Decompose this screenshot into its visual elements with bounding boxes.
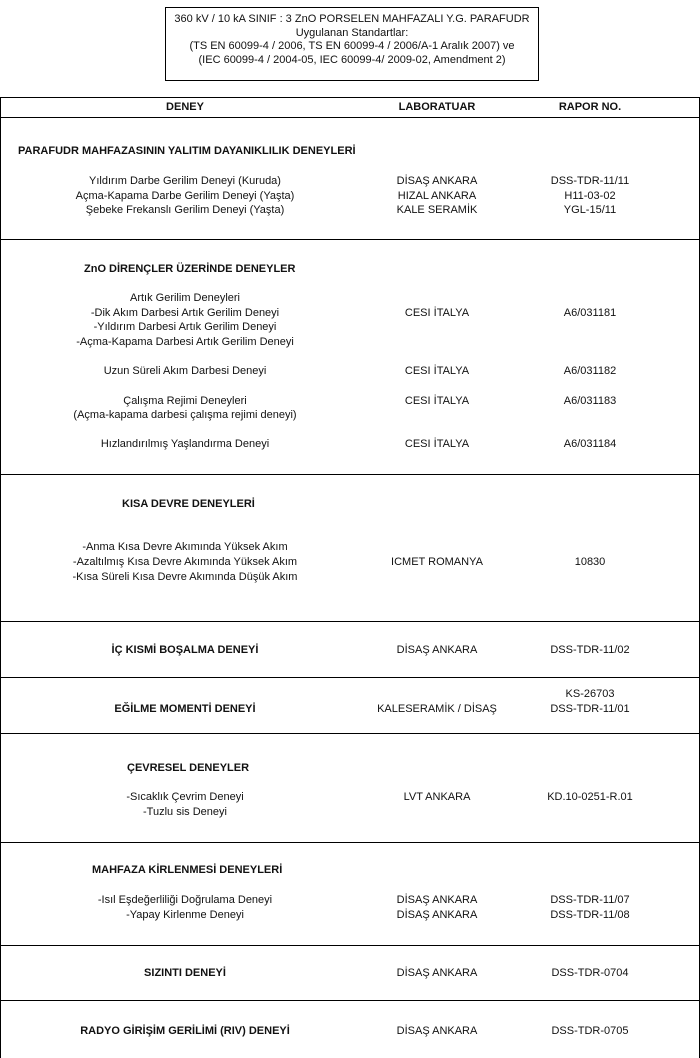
report-no: YGL-15/11 [563, 204, 617, 216]
title-line: (IEC 60099-4 / 2004-05, IEC 60099-4/ 2009-02, Amendment 2) [198, 53, 506, 66]
test-name: Uzun Süreli Akım Darbesi Deneyi [103, 365, 267, 377]
lab-name: CESI İTALYA [404, 307, 470, 319]
lab-name: LVT ANKARA [403, 791, 471, 803]
title-line: (TS EN 60099-4 / 2006, TS EN 60099-4 / 2006/A-1 Aralık 2007) ve [189, 40, 515, 52]
row-divider [0, 677, 700, 678]
test-name: -Azaltılmış Kısa Devre Akımında Yüksek Akım [72, 556, 298, 568]
test-name: Yıldırım Darbe Gerilim Deneyi (Kuruda) [89, 175, 281, 187]
title-line: Uygulanan Standartlar: [295, 26, 409, 39]
row-divider [0, 1000, 700, 1001]
test-name: -Sıcaklık Çevrim Deneyi [126, 791, 244, 803]
test-name: -Tuzlu sis Deneyi [143, 806, 227, 818]
report-no: 10830 [574, 556, 606, 568]
title-line: 360 kV / 10 kA SINIF : 3 ZnO PORSELEN MAHFAZALI Y.G. PARAFUDR [174, 13, 530, 25]
header-test: DENEY [166, 101, 204, 113]
header-report: RAPOR NO. [558, 101, 622, 113]
section-title: İÇ KISMİ BOŞALMA DENEYİ [111, 644, 259, 656]
report-no: H11-03-02 [564, 189, 616, 202]
lab-name: ICMET ROMANYA [391, 556, 483, 568]
test-name: -Isıl Eşdeğerliliği Doğrulama Deneyi [97, 894, 273, 906]
header-lab: LABORATUAR [398, 101, 476, 113]
lab-name: CESI İTALYA [404, 395, 470, 407]
lab-name: DİSAŞ ANKARA [396, 644, 478, 656]
report-no: DSS-TDR-0704 [551, 967, 629, 979]
report-no: KS-26703 [565, 688, 615, 700]
section-title: KISA DEVRE DENEYLERİ [122, 498, 255, 510]
lab-name: CESI İTALYA [404, 365, 470, 377]
table-border-left [0, 97, 1, 1058]
report-no: KD.10-0251-R.01 [547, 791, 633, 803]
report-no: DSS-TDR-11/07 [550, 894, 630, 906]
row-divider [0, 945, 700, 946]
report-no: DSS-TDR-11/11 [550, 175, 630, 187]
report-no: DSS-TDR-11/02 [550, 644, 630, 656]
test-name: Çalışma Rejimi Deneyleri [123, 395, 247, 407]
test-name: Artık Gerilim Deneyleri [129, 292, 241, 304]
report-no: A6/031184 [563, 438, 617, 450]
section-title: RADYO GİRİŞİM GERİLİMİ (RIV) DENEYİ [80, 1025, 290, 1037]
section-title: SIZINTI DENEYİ [144, 967, 226, 979]
lab-name: DİSAŞ ANKARA [396, 967, 478, 979]
test-name: Şebeke Frekanslı Gerilim Deneyi (Yaşta) [85, 204, 285, 216]
lab-name: CESI İTALYA [404, 438, 470, 450]
row-divider [0, 117, 700, 118]
report-no: DSS-TDR-11/08 [550, 909, 630, 921]
report-no: DSS-TDR-11/01 [550, 703, 630, 715]
lab-name: DİSAŞ ANKARA [396, 909, 478, 921]
row-divider [0, 239, 700, 240]
report-no: A6/031181 [563, 307, 617, 319]
lab-name: KALE SERAMİK [396, 204, 478, 216]
document-title-box [165, 7, 539, 81]
lab-name: DİSAŞ ANKARA [396, 1025, 478, 1037]
section-title: EĞİLME MOMENTİ DENEYİ [114, 703, 256, 715]
row-divider [0, 842, 700, 843]
section-title: ÇEVRESEL DENEYLER [127, 762, 250, 774]
row-divider [0, 97, 700, 98]
test-name: Hızlandırılmış Yaşlandırma Deneyi [100, 438, 270, 450]
report-no: A6/031183 [563, 395, 617, 407]
row-divider [0, 621, 700, 622]
test-name: -Kısa Süreli Kısa Devre Akımında Düşük Akım [72, 571, 298, 583]
lab-name: DİSAŞ ANKARA [396, 894, 478, 906]
row-divider [0, 474, 700, 475]
report-no: DSS-TDR-0705 [551, 1025, 629, 1037]
section-title: ZnO DİRENÇLER ÜZERİNDE DENEYLER [84, 263, 296, 275]
row-divider [0, 733, 700, 734]
lab-name: DİSAŞ ANKARA [396, 175, 478, 187]
test-name: -Yıldırım Darbesi Artık Gerilim Deneyi [93, 321, 277, 333]
test-name: (Açma-kapama darbesi çalışma rejimi deneyi) [73, 409, 297, 421]
test-name: -Anma Kısa Devre Akımında Yüksek Akım [82, 541, 288, 553]
section-title: MAHFAZA KİRLENMESİ DENEYLERİ [92, 864, 283, 876]
report-no: A6/031182 [563, 365, 617, 377]
test-name: Açma-Kapama Darbe Gerilim Deneyi (Yaşta) [75, 189, 295, 202]
lab-name: KALESERAMİK / DİSAŞ [377, 703, 497, 715]
section-title: PARAFUDR MAHFAZASININ YALITIM DAYANIKLILIK DENEYLERİ [18, 145, 356, 157]
test-name: -Yapay Kirlenme Deneyi [126, 909, 244, 921]
lab-name: HIZAL ANKARA [397, 189, 477, 202]
test-name: -Açma-Kapama Darbesi Artık Gerilim Deneyi [76, 335, 294, 348]
test-name: -Dik Akım Darbesi Artık Gerilim Deneyi [90, 306, 280, 319]
